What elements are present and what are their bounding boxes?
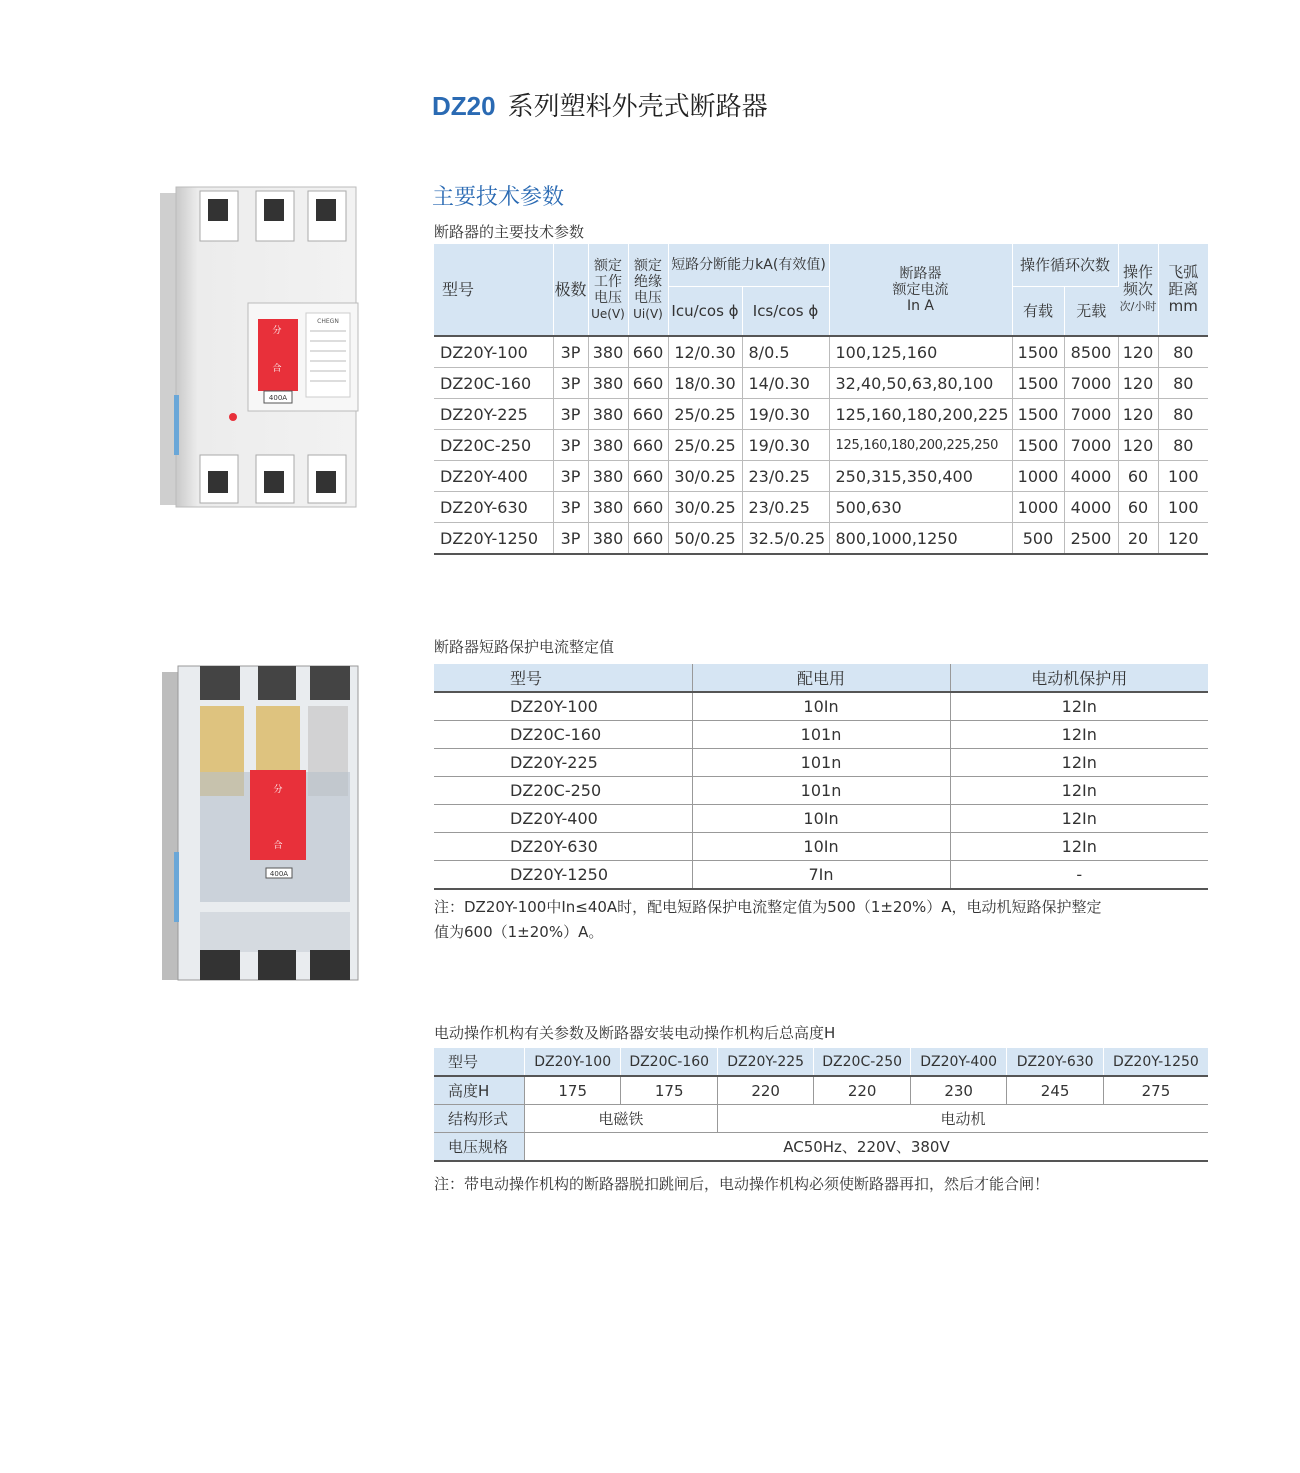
col-ics: Ics/cos ϕ	[742, 287, 829, 337]
col-model: DZ20Y-630	[1007, 1048, 1103, 1076]
table-row: DZ20Y-225 3P 380 660 25/0.25 19/0.30 125,160,180,200,225 1500 7000 120 80	[434, 399, 1208, 430]
title-text: 系列塑料外壳式断路器	[507, 92, 768, 122]
table-row: DZ20C-250 101n 12In	[434, 777, 1208, 805]
col-cycles: 操作循环次数	[1012, 244, 1118, 287]
table-row: DZ20Y-100 3P 380 660 12/0.30 8/0.5 100,125,160 1500 8500 120 80	[434, 336, 1208, 368]
table-row: DZ20Y-1250 3P 380 660 50/0.25 32.5/0.25 800,1000,1250 500 2500 20 120	[434, 523, 1208, 555]
table2-caption: 断路器短路保护电流整定值	[434, 638, 615, 656]
table-row: DZ20C-160 101n 12In	[434, 721, 1208, 749]
col-model: DZ20Y-1250	[1103, 1048, 1208, 1076]
table2-note-line2: 值为600（1±20%）A。	[434, 923, 604, 941]
table2-note	[434, 895, 1224, 945]
table-row: DZ20Y-400 10In 12In	[434, 805, 1208, 833]
table-row: DZ20Y-630 3P 380 660 30/0.25 23/0.25 500,630 1000 4000 60 100	[434, 492, 1208, 523]
table-row: 高度H 175 175 220 220 230 245 275	[434, 1076, 1208, 1105]
col-rated-current: 断路器 额定电流 In A	[829, 244, 1012, 336]
rating-label: 400A	[268, 394, 288, 402]
title-model: DZ20	[432, 91, 496, 121]
table-row: DZ20Y-100 10In 12In	[434, 692, 1208, 721]
table-row: DZ20Y-400 3P 380 660 30/0.25 23/0.25 250,315,350,400 1000 4000 60 100	[434, 461, 1208, 492]
col-model: DZ20Y-225	[717, 1048, 813, 1076]
col-model: 型号	[434, 664, 692, 692]
col-model: DZ20C-160	[621, 1048, 717, 1076]
transparent-breaker-image	[160, 662, 365, 984]
col-breaking: 短路分断能力kA(有效值)	[668, 244, 829, 287]
handle-label-top: 分	[272, 326, 282, 336]
row-header-model: 型号	[434, 1048, 524, 1076]
electric-operation-table	[434, 1048, 1208, 1162]
protection-setting-table	[434, 664, 1208, 890]
col-arc-distance: 飞弧 距离 mm	[1158, 244, 1208, 336]
table1-caption: 断路器的主要技术参数	[434, 223, 585, 241]
page-title	[432, 86, 768, 123]
table-row: DZ20C-250 3P 380 660 25/0.25 19/0.30 125,160,180,200,225,250 1500 7000 120 80	[434, 430, 1208, 461]
col-model: DZ20C-250	[814, 1048, 910, 1076]
handle-label-bottom: 合	[272, 364, 282, 374]
col-ue: 额定 工作 电压 Ue(V)	[588, 244, 628, 336]
col-noload: 无载	[1064, 287, 1118, 337]
table3-note: 注：带电动操作机构的断路器脱扣跳闸后，电动操作机构必须使断路器再扣，然后才能合闸！	[434, 1175, 1050, 1193]
main-parameters-table	[434, 244, 1208, 555]
col-model: DZ20Y-400	[910, 1048, 1006, 1076]
section-title: 主要技术参数	[432, 185, 565, 210]
col-ui: 额定 绝缘 电压 Ui(V)	[628, 244, 668, 336]
col-load: 有载	[1012, 287, 1064, 337]
col-distribution: 配电用	[692, 664, 950, 692]
col-model: 型号	[434, 244, 553, 336]
col-model: DZ20Y-100	[524, 1048, 620, 1076]
table-row: DZ20Y-225 101n 12In	[434, 749, 1208, 777]
rating2-label: 400A	[269, 870, 289, 878]
table-row: DZ20C-160 3P 380 660 18/0.30 14/0.30 32,40,50,63,80,100 1500 7000 120 80	[434, 368, 1208, 399]
col-motor-protection: 电动机保护用	[950, 664, 1208, 692]
brand-label: CHEGN	[317, 318, 339, 325]
handle2-label-bottom: 合	[273, 841, 283, 851]
table-row: DZ20Y-1250 7In -	[434, 861, 1208, 890]
table-row: 电压规格 AC50Hz、220V、380V	[434, 1133, 1208, 1162]
handle2-label-top: 分	[273, 785, 283, 795]
breaker-product-image	[158, 185, 363, 510]
table2-note-line1: 注：DZ20Y-100中In≤40A时，配电短路保护电流整定值为500（1±20%）A，电动机短路保护整定	[434, 898, 1102, 916]
col-poles: 极数	[553, 244, 588, 336]
table-row: DZ20Y-630 10In 12In	[434, 833, 1208, 861]
col-icu: Icu/cos ϕ	[668, 287, 742, 337]
table-row: 结构形式 电磁铁 电动机	[434, 1105, 1208, 1133]
table3-caption: 电动操作机构有关参数及断路器安装电动操作机构后总高度H	[434, 1024, 836, 1042]
col-frequency: 操作 频次 次/小时	[1118, 244, 1158, 336]
